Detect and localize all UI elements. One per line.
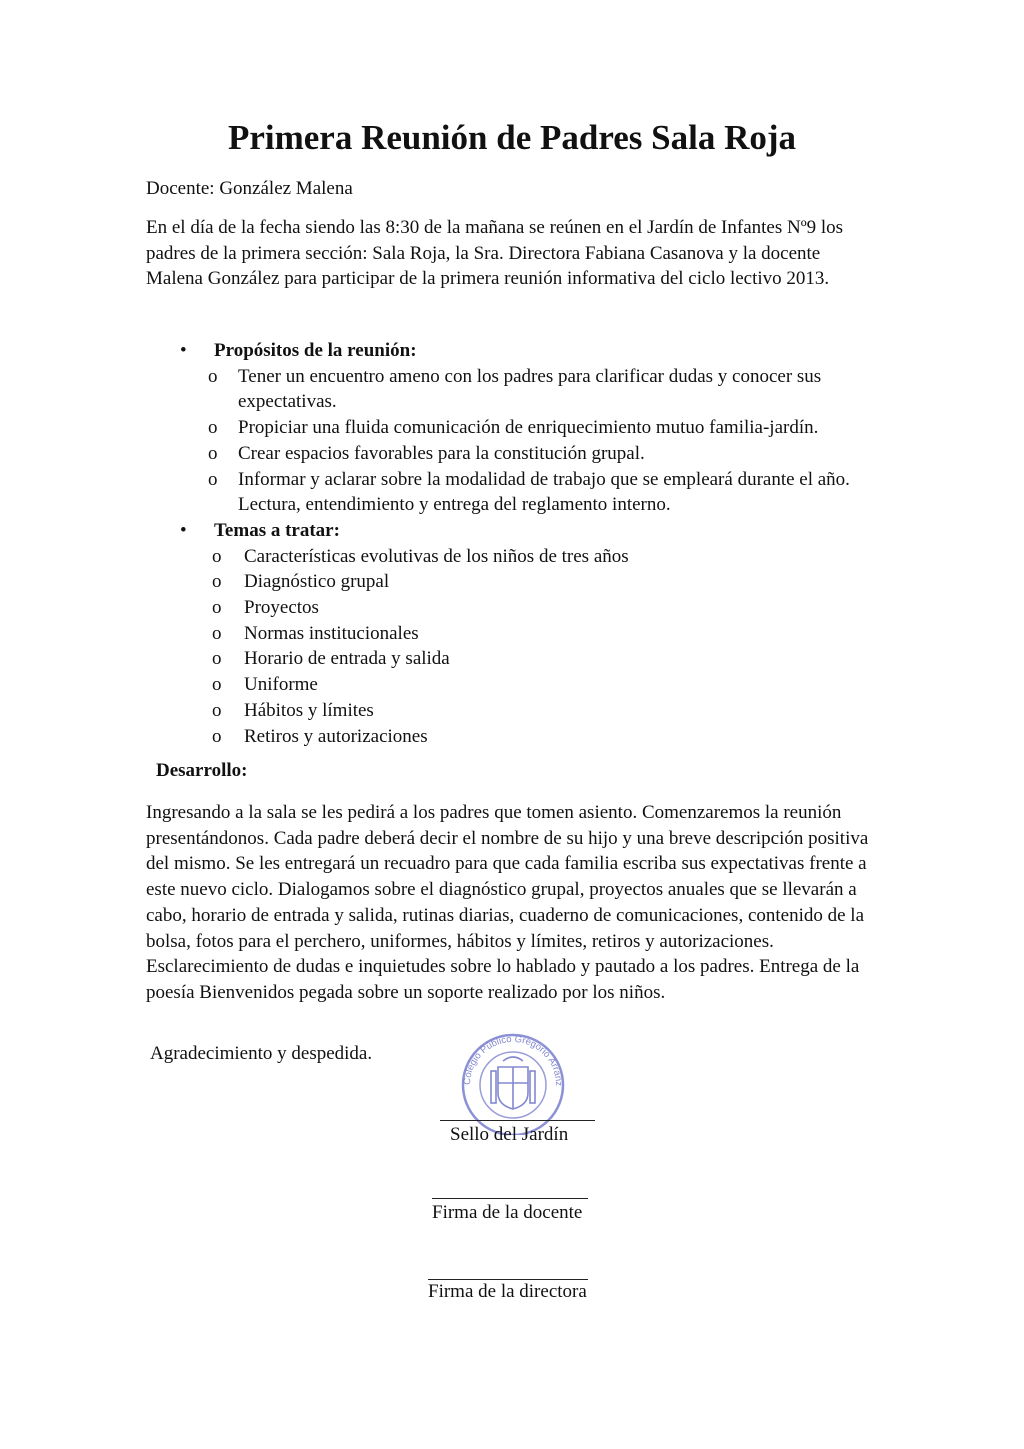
purposes-heading-text: Propósitos de la reunión: [214, 340, 417, 361]
circle-bullet-icon: o [208, 468, 218, 490]
circle-bullet-icon: o [208, 442, 218, 464]
teacher-signature-line [432, 1198, 588, 1199]
bullet-icon: • [180, 340, 187, 361]
director-signature-line [428, 1279, 588, 1280]
circle-bullet-icon: o [212, 725, 222, 747]
circle-bullet-icon: o [212, 571, 222, 593]
list-item-text: Diagnóstico grupal [244, 571, 390, 593]
document-title: Primera Reunión de Padres Sala Roja [227, 118, 797, 157]
list-item [146, 441, 886, 467]
list-item [146, 724, 886, 750]
list-item-text: Proyectos [244, 597, 319, 619]
purposes-heading [146, 338, 886, 364]
list-item [146, 621, 886, 647]
list-item-text: Propiciar una fluida comunicación de enriquecimiento mutuo familia-jardín. [238, 417, 819, 439]
list-item [146, 544, 886, 570]
topics-heading [146, 518, 886, 544]
list-item [146, 364, 886, 415]
director-signature-label: Firma de la directora [428, 1281, 587, 1302]
list-item-text: Normas institucionales [244, 622, 419, 644]
list-item-text: Uniforme [244, 674, 318, 696]
circle-bullet-icon: o [212, 648, 222, 670]
topics-heading-text: Temas a tratar: [214, 519, 340, 541]
purposes-list [146, 338, 886, 749]
circle-bullet-icon: o [208, 417, 218, 439]
circle-bullet-icon: o [212, 622, 222, 644]
list-item [146, 415, 886, 441]
circle-bullet-icon: o [208, 365, 218, 387]
list-item-text: Tener un encuentro ameno con los padres para clarificar dudas y conocer sus expectativas. [238, 365, 822, 413]
list-item [146, 467, 886, 518]
svg-text:Colegio Público Gregorio Arran: Colegio Público Gregorio Arranz [461, 1033, 565, 1087]
bullet-icon: • [180, 519, 187, 541]
list-item-text: Crear espacios favorables para la constitución grupal. [238, 442, 645, 464]
list-item [146, 569, 886, 595]
list-item [146, 595, 886, 621]
list-item-text: Retiros y autorizaciones [244, 725, 428, 747]
intro-paragraph: En el día de la fecha siendo las 8:30 de la mañana se reúnen en el Jardín de Infantes Nº9 los padres de la primera sección: Sala Roja, la Sra. Directora Fabiana Casanova y la docente Malena González para participar de la primera reunión informativa del ciclo lectivo 2013. [146, 217, 844, 290]
development-heading: Desarrollo: [156, 760, 248, 781]
circle-bullet-icon: o [212, 674, 222, 696]
list-item-text: Horario de entrada y salida [244, 648, 450, 670]
teacher-line: Docente: González Malena [146, 178, 353, 199]
list-item-text: Informar y aclarar sobre la modalidad de trabajo que se empleará durante el año. Lectura, entendimiento y entrega del reglamento interno. [238, 468, 850, 516]
teacher-signature-label: Firma de la docente [432, 1202, 583, 1223]
seal-label: Sello del Jardín [450, 1124, 569, 1145]
development-paragraph: Ingresando a la sala se les pedirá a los padres que tomen asiento. Comenzaremos la reunión presentándonos. Cada padre deberá decir el nombre de su hijo y una breve descripción positiva del mismo. Se les entregará un recuadro para que cada familia escriba sus expectativas frente a este nuevo ciclo. Dialogamos sobre el diagnóstico grupal, proyectos anuales que se llevarán a cabo, horario de entrada y salida, rutinas diarias, cuaderno de comunicaciones, contenido de la bolsa, fotos para el perchero, uniformes, hábitos y límites, retiros y autorizaciones. Esclarecimiento de dudas e inquietudes sobre lo hablado y pautado a los padres. Entrega de la poesía Bienvenidos pegada sobre un soporte realizado por los niños. [146, 802, 869, 1003]
circle-bullet-icon: o [212, 699, 222, 721]
circle-bullet-icon: o [212, 597, 222, 619]
list-item [146, 698, 886, 724]
seal-signature-line [440, 1120, 595, 1121]
list-item-text: Hábitos y límites [244, 699, 374, 721]
list-item [146, 646, 886, 672]
circle-bullet-icon: o [212, 545, 222, 567]
list-item [146, 672, 886, 698]
list-item-text: Características evolutivas de los niños de tres años [244, 545, 629, 567]
school-seal-stamp [448, 1025, 578, 1135]
closing-line: Agradecimiento y despedida. [150, 1043, 373, 1064]
